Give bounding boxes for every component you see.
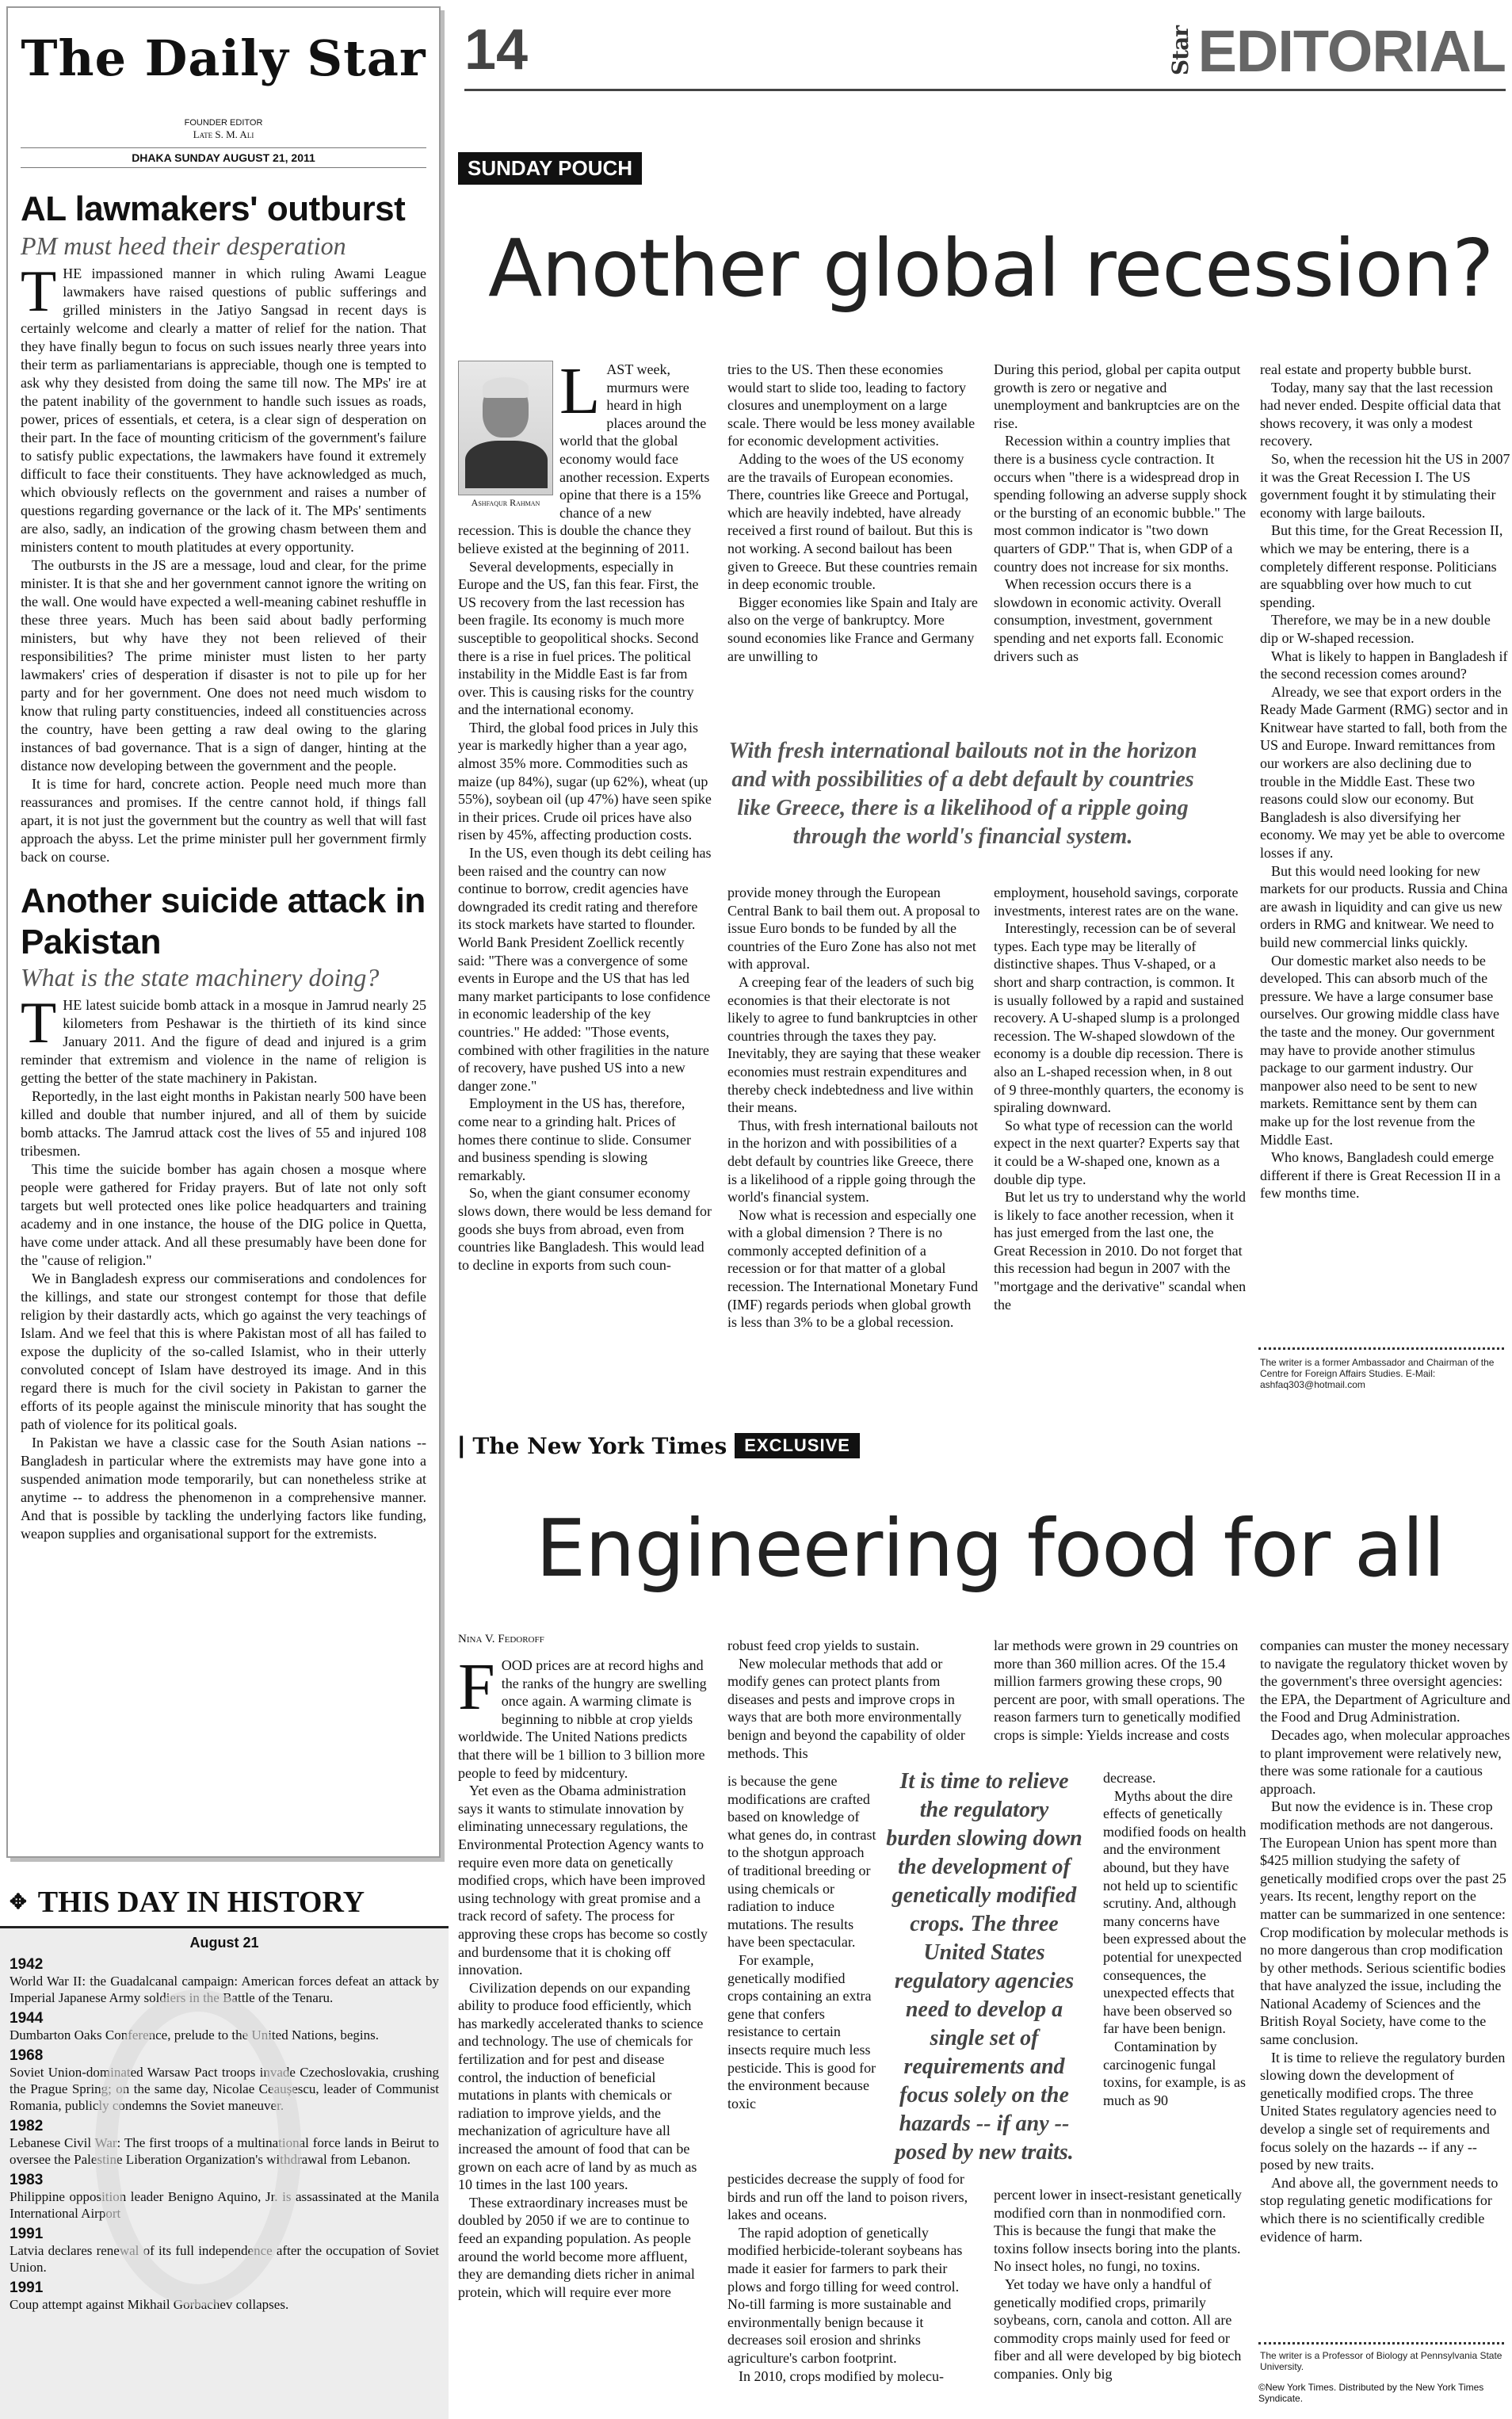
paragraph: HE latest suicide bomb attack in a mosque in Jamrud nearly 25 kilometers from Peshawar is the thirtieth of its kind since January 2011. And the figure of dead and injured is a grim reminder that extremism and violence in the name of religion is getting the better of the state machinery in Pakistan. bbox=[21, 997, 426, 1086]
paragraph: AST week, murmurs were heard in high places around the world that the global economy would face another recession. Experts opine that there is a 15% chance of a new recession. This is double the chance they believe existed at the beginning of 2011. bbox=[458, 361, 710, 556]
article2-headline: Engineering food for all bbox=[536, 1502, 1445, 1595]
article1-col1-top bbox=[458, 354, 712, 1273]
article1-col2-bottom bbox=[727, 884, 981, 1411]
article1-headline: Another global recession? bbox=[488, 222, 1494, 315]
history-date: August 21 bbox=[189, 1935, 259, 1951]
paragraph: Third, the global food prices in July this year is markedly higher than a year ago, almost 35% more. Commodities such as maize (up 84%), sugar (up 62%), wheat (up 55%), soybean oil (up 47%) have seen spike in their prices. Crude oil prices have also risen by 45%, affecting production costs. bbox=[458, 719, 712, 843]
paragraph: Recession within a country implies that there is a business cycle contraction. It occurs when "there is a widespread drop in spending following an adverse supply shock or the bursting of an economic bubble." The most common indicator is "two down quarters of GDP." That is, when GDP of a country does not increase for six months. bbox=[994, 433, 1247, 575]
paragraph: Contamination by carcinogenic fungal toxins, for example, is as much as 90 bbox=[1103, 2038, 1246, 2108]
section-title: EDITORIAL bbox=[1197, 18, 1506, 84]
article1-col4 bbox=[1260, 361, 1510, 1339]
paragraph: tries to the US. Then these economies would start to slide too, leading to factory closures and unemployment on a large scale. There would be less money available for economic development activities. bbox=[727, 361, 976, 449]
paragraph: robust feed crop yields to sustain. bbox=[727, 1638, 919, 1653]
divider bbox=[1258, 1347, 1504, 1350]
paragraph: Civilization depends on our expanding ability to produce food efficiently, which has markedly accelerated thanks to science and technology. The use of chemicals for fertilization and for pest and disease control, the induction of beneficial mutations in plants with chemicals or radiation to improve yields, and the mechanization of agriculture have all increased the amount of food that can be grown on each acre of land by as much as 10 times in the last 100 years. bbox=[458, 1979, 704, 2193]
history-text: Dumbarton Oaks Conference, prelude to the United Nations, begins. bbox=[10, 2027, 379, 2043]
masthead-logo: The Daily Star bbox=[21, 29, 426, 87]
editorial2-headline: Another suicide attack in Pakistan bbox=[21, 881, 426, 961]
article1-writer-note: The writer is a former Ambassador and Chairman of the Centre for Foreign Affairs Studies. E-Mail: ashfaq303@hotmail.com bbox=[1260, 1357, 1495, 1390]
founder-name: Late S. M. Ali bbox=[193, 128, 254, 140]
paragraph: This time the suicide bomber has again chosen a mosque where people were gathered for Friday prayers. But of late not only soft targets but well protected ones like police headquarters and training academy and in one instance, the house of the DIG police in Quetta, have come under attack. And all these presumably have been done for the "cause of religion." bbox=[21, 1161, 426, 1268]
paragraph: But let us try to understand why the world is likely to face another recession, when it has just emerged from the last one, the Great Recession in 2010. Do not forget that this recession had begun in 2007 with the "mortgage and the derivative" scandal when the bbox=[994, 1189, 1247, 1313]
exclusive-badge: EXCLUSIVE bbox=[735, 1433, 860, 1458]
history-year: 1944 bbox=[10, 2010, 44, 2027]
article2-col1 bbox=[458, 1650, 712, 2413]
paragraph: For example, genetically modified crops containing an extra gene that confers resistance to certain insects require much less pesticide. This is good for the environment because toxic bbox=[727, 1951, 876, 2111]
history-year: 1942 bbox=[10, 1956, 44, 1973]
paragraph: OOD prices are at record highs and the ranks of the hungry are swelling once again. A warming climate is beginning to nibble at crop yields worldwide. The United Nations predicts that there will be 1 billion to 3 billion more people to feed by midcentury. bbox=[458, 1657, 707, 1781]
paragraph: In the US, even though its debt ceiling has been raised and the country can now continue to borrow, credit agencies have downgraded its credit rating and therefore its stock markets have started to flounder. World Bank President Zoellick recently said: "There was a convergence of some events in Europe and the US that has led many market participants to lose confidence in economic leadership of the key countries." He added: "Those events, combined with other fragilities in the nature of recovery, have pushed US into a new danger zone." bbox=[458, 845, 712, 1094]
paragraph: So what type of recession can the world expect in the next quarter? Experts say that it could be a W-shaped one, known as a double dip type. bbox=[994, 1117, 1240, 1187]
paragraph: Who knows, Bangladesh could emerge different if there is Great Recession II in a few months time. bbox=[1260, 1149, 1501, 1202]
paragraph: It is time for hard, concrete action. People need much more than reassurances and promises. If the centre cannot hold, if things fall apart, it is not just the government but the country as well that will fast approach the abyss. Let the prime minister pull her government firmly back on course. bbox=[21, 776, 426, 865]
paragraph: companies can muster the money necessary to navigate the regulatory thicket woven by the government's three oversight agencies: the EPA, the Department of Agriculture and the Food and Drug Administration. bbox=[1260, 1638, 1510, 1725]
article2-col2-top bbox=[727, 1637, 981, 1771]
history-year: 1991 bbox=[10, 2226, 44, 2242]
article2-col3-bottom bbox=[994, 2186, 1247, 2416]
editorial1-dropcap: T bbox=[21, 259, 57, 324]
paragraph: Employment in the US has, therefore, come near to a grinding halt. Prices of homes there continue to slide. Consumer and business spending is slowing remarkably. bbox=[458, 1095, 691, 1183]
paragraph: But this time, for the Great Recession II, which we may be entering, there is a completely different response. Politicians are squabbling over how much to cut spending. bbox=[1260, 522, 1503, 610]
paragraph: lar methods were grown in 29 countries on more than 360 million acres. Of the 15.4 million farmers growing these crops, 90 percent are poor, with small operations. The reason farmers turn to genetically modified crops is simple: Yields increase and costs bbox=[994, 1638, 1245, 1743]
paragraph: Today, many say that the last recession had never ended. Despite official data that shows recovery, it was only a modest recovery. bbox=[1260, 379, 1502, 449]
article2-col4 bbox=[1260, 1637, 1510, 2318]
article2-col2-bottom bbox=[727, 2170, 981, 2416]
paragraph: During this period, global per capita output growth is zero or negative and unemployment and bankruptcies are on the rise. bbox=[994, 361, 1241, 431]
paragraph: In Pakistan we have a classic case for the South Asian nations -- Bangladesh in particular where the extremists may have gone into a suspended animation mode temporarily, but can nonetheless strike at anytime -- to address the phenomenon in a comprehensive manner. And that is possible by tackling the underlying factors like funding, weapon supplies and organisational support for the extremists. bbox=[21, 1435, 426, 1542]
article1-col1-bottom bbox=[458, 876, 712, 1403]
header-rule bbox=[464, 89, 1506, 91]
article2-dropcap: F bbox=[458, 1650, 495, 1724]
history-text: Philippine opposition leader Benigno Aquino, Jr. is assassinated at the Manila International Airport bbox=[10, 2189, 439, 2221]
paragraph: Decades ago, when molecular approaches to plant improvement were relatively new, there was some rationale for a cautious approach. bbox=[1260, 1726, 1510, 1797]
history-text: Soviet Union-dominated Warsaw Pact troops invade Czechoslovakia, crushing the Prague Spring; on the same day, Nicolae Ceaușescu, leader of Communist Romania, publicly condemns the Soviet maneuver. bbox=[10, 2065, 439, 2113]
paragraph: percent lower in insect-resistant genetically modified corn than in nonmodified corn. This is because the fungi that make the toxins follow insects boring into the plants. No insect holes, no fungi, no toxins. bbox=[994, 2187, 1242, 2275]
bar-icon: | bbox=[458, 1432, 465, 1458]
article2-pull-quote: It is time to relieve the regulatory burden slowing down the development of genetically modified crops. The three United States regulatory agencies need to develop a single set of requirements and focus solely on the hazards -- if any -- posed by new traits. bbox=[886, 1769, 1082, 2165]
article2-col2-mid bbox=[727, 1772, 878, 2169]
article2-byline: Nina V. Fedoroff bbox=[458, 1633, 544, 1645]
editorial1-body bbox=[21, 259, 426, 866]
paragraph: Interestingly, recession can be of several types. Each type may be literally of distinctive shapes. Thus V-shaped, or a short and sharp contraction, is common. It is usually followed by a rapid and sustained recovery. A U-shaped slump is a prolonged recession. The W-shaped slowdown of the economy is a double dip recession. There is also an L-shaped recession when, in 8 out of 9 three-monthly quarters, the economy is spiraling downward. bbox=[994, 920, 1244, 1116]
paragraph: The outbursts in the JS are a message, loud and clear, for the prime minister. It is that she and her government cannot ignore the writing on the wall. One would have expected a well-meaning cabinet reshuffle in these three years. Much has been said about badly performing ministers, but why have they not been relieved of their responsibilities? The prime minister must listen to her party lawmakers' cries of desperation if disaster is not to pile up for her party and for her government. One does not need much wisdom to know that ruling party constituencies, indeed all constituencies across the country, have been getting a raw deal owing to the glaring instances of bad governance. That is a sign of danger, hinting at the distance now developing between the government and the people. bbox=[21, 557, 426, 774]
article1-col3-top bbox=[994, 361, 1247, 713]
article1-dropcap: L bbox=[559, 354, 601, 428]
paragraph: It is time to relieve the regulatory burden slowing down the development of genetically modified crops. The three United States regulatory agencies need to develop a single set of requirements and focus solely on the hazards -- if any -- posed by new traits. bbox=[1260, 2049, 1506, 2173]
nyt-exclusive-bar bbox=[458, 1432, 860, 1459]
paragraph: employment, household savings, corporate investments, interest rates are on the wane. bbox=[994, 885, 1239, 919]
article1-col2-top bbox=[727, 361, 981, 713]
paragraph: These extraordinary increases must be doubled by 2050 if we are to continue to feed an expanding population. As people around the world become more affluent, they are demanding diets richer in animal protein, which will require ever more bbox=[458, 2194, 695, 2300]
paragraph: Thus, with fresh international bailouts not in the horizon and with possibilities of a debt default by countries like Greece, there is a likelihood of a ripple going through the world's financial system. bbox=[727, 1117, 978, 1206]
paragraph: is because the gene modifications are crafted based on knowledge of what genes do, in contrast to the shotgun approach of traditional breeding or using chemicals or radiation to induce mutations. The results have been spectacular. bbox=[727, 1773, 876, 1951]
sunday-pouch-kicker: SUNDAY POUCH bbox=[458, 152, 642, 185]
article2-col3-mid bbox=[1103, 1769, 1247, 2185]
page-number: 14 bbox=[464, 18, 529, 82]
history-year: 1968 bbox=[10, 2047, 44, 2064]
paragraph: In 2010, crops modified by molecu- bbox=[739, 2367, 944, 2384]
history-list bbox=[0, 1956, 449, 2313]
paragraph: Now what is recession and especially one with a global dimension ? There is no commonly accepted definition of a recession or for that matter of a global recession. The International Monetary Fund (IMF) regards periods when global growth is less than 3% to be a global recession. bbox=[727, 1206, 979, 1331]
star-logo-icon: Star bbox=[1166, 26, 1193, 76]
history-year: 1982 bbox=[10, 2118, 44, 2134]
nyt-logo: The New York Times bbox=[472, 1432, 727, 1459]
paragraph: real estate and property bubble burst. bbox=[1260, 361, 1472, 377]
author-caption: Ashfaqur Rahman bbox=[471, 497, 540, 508]
history-year: 1991 bbox=[10, 2280, 44, 2296]
paragraph: Myths about the dire effects of genetically modified foods on health and the environment abound, but they have not held up to scientific scrutiny. And, although many concerns have been expressed about the potential for unexpected consequences, the unexpected effects that have been observed so far have been benign. bbox=[1103, 1787, 1247, 2037]
history-year: 1983 bbox=[10, 2172, 44, 2188]
ornament-icon: ✥ bbox=[10, 1890, 27, 1913]
editorial1-subhead: PM must heed their desperation bbox=[21, 231, 346, 260]
paragraph: A creeping fear of the leaders of such big economies is that their electorate is not likely to agree to fund bankruptcies in other countries through the taxes they pay. Inevitably, they are saying that these weaker economies must restrain expenditures and thereby check indebtedness and live within their means. bbox=[727, 973, 981, 1116]
paragraph: Adding to the woes of the US economy are the travails of European economies. There, countries like Greece and Portugal, which are heavily indebted, have already received a first round of bailout. But this is not working. A second bailout has been given to Greece. But these countries remain in deep economic trouble. bbox=[727, 450, 978, 593]
this-day-in-history bbox=[0, 1878, 449, 2419]
history-title: THIS DAY IN HISTORY bbox=[37, 1886, 365, 1919]
paragraph: So, when the recession hit the US in 2007 it was the Great Recession I. The US government fought it by stimulating their economy with large bailouts. bbox=[1260, 450, 1510, 521]
paragraph: But now the evidence is in. These crop modification methods are not dangerous. The European Union has spent more than $425 million studying the safety of genetically modified crops over the past 25 years. Its recent, lengthy report on the matter can be summarized in one sentence: Crop modification by molecular methods is no more dangerous than crop modification by other methods. Serious scientific bodies that have analyzed the issue, including the National Academy of Sciences and the British Royal Society, have come to the same conclusion. bbox=[1260, 1798, 1509, 2048]
paragraph: Yet today we have only a handful of genetically modified crops, primarily soybeans, corn, canola and cotton. All are commodity crops mainly used for feed or fiber and all were developed by big biotech companies. Only big bbox=[994, 2276, 1242, 2382]
article2-writer-note: The writer is a Professor of Biology at Pennsylvania State University. bbox=[1260, 2350, 1502, 2372]
paragraph: Bigger economies like Spain and Italy are also on the verge of bankruptcy. More sound economies like France and Germany are unwilling to bbox=[727, 594, 978, 664]
paragraph: provide money through the European Central Bank to bail them out. A proposal to issue Euro bonds to be funded by all the countries of the Euro Zone has also not met with approval. bbox=[727, 885, 980, 973]
paragraph: What is likely to happen in Bangladesh if the second recession comes around? bbox=[1260, 648, 1508, 682]
article1-pull-quote: With fresh international bailouts not in the horizon and with possibilities of a debt default by countries like Greece, there is a likelihood of a ripple going through the world's financial system. bbox=[728, 739, 1197, 849]
editorial2-body bbox=[21, 991, 426, 1543]
paragraph: New molecular methods that add or modify genes can protect plants from diseases and pests and improve crops in ways that are both more environmentally benign and beyond the capability of older methods. This bbox=[727, 1655, 965, 1761]
history-text: World War II: the Guadalcanal campaign: American forces defeat an attack by Imperial Japanese Army soldiers in the Battle of the Tenaru. bbox=[10, 1974, 439, 2005]
article2-col3-top bbox=[994, 1637, 1247, 1767]
paragraph: But this would need looking for new markets for our products. Russia and China are awash in liquidity and can give us new orders in RMG and knitwear. We need to build new commercial links quickly. bbox=[1260, 862, 1508, 950]
paragraph: So, when the giant consumer economy slows down, there would be less demand for goods she buys from abroad, even from countries like Bangladesh. This would lead to decline in exports from such coun- bbox=[458, 1185, 712, 1273]
paragraph: Reportedly, in the last eight months in Pakistan nearly 500 have been killed and double that number injured, and all of them by suicide bomb attacks. The Jamrud attack cost the lives of 55 and injured 108 tribesmen. bbox=[21, 1088, 426, 1159]
paragraph: pesticides decrease the supply of food for birds and run off the land to poison rivers, lakes and oceans. bbox=[727, 2171, 968, 2223]
divider bbox=[1258, 2342, 1504, 2344]
paragraph: Therefore, we may be in a new double dip or W-shaped recession. bbox=[1260, 612, 1491, 646]
section-header bbox=[1167, 17, 1506, 85]
history-text: Lebanese Civil War: The first troops of a multinational force lands in Beirut to oversee the Palestine Liberation Organization's withdrawal from Lebanon. bbox=[10, 2135, 439, 2167]
editorial1-headline: AL lawmakers' outburst bbox=[21, 189, 406, 228]
article2-credit: ©New York Times. Distributed by the New York Times Syndicate. bbox=[1258, 2382, 1484, 2404]
editorial2-dropcap: T bbox=[21, 991, 57, 1056]
paragraph: decrease. bbox=[1103, 1770, 1156, 1786]
paragraph: The rapid adoption of genetically modified herbicide-tolerant soybeans has made it easier for farmers to park their plows and forgo tilling for weed control. No-till farming is more sustainable and environmentally benign because it decreases soil erosion and shrinks agriculture's carbon footprint. bbox=[727, 2224, 963, 2366]
history-text: Latvia declares renewal of its full independence after the occupation of Soviet Union. bbox=[10, 2243, 439, 2275]
paragraph: When recession occurs there is a slowdown in economic activity. Overall consumption, investment, government spending and net exports fall. Economic drivers such as bbox=[994, 576, 1224, 664]
founder-label: FOUNDER EDITOR bbox=[184, 118, 263, 128]
editorial-column bbox=[6, 6, 441, 1858]
paragraph: We in Bangladesh express our commiserations and condolences for the killings, and state our strongest contempt for those that defile religion by their dastardly acts, which go against the very teachings of Islam. And we feel that this is where Pakistan most of all has failed to expose the duplicity of the so-called Islamist, who in their utterly convoluted concept of Islam have destroyed its image. And in this regard there is much for the civil society in Pakistan to garner the efforts of its people against the miniscule minority that has sought the path of violence for its political goals. bbox=[21, 1271, 426, 1432]
article1-col3-bottom bbox=[994, 884, 1247, 1411]
paragraph: Already, we see that export orders in the Ready Made Garment (RMG) sector and in Knitwear have started to fall, both from the US and Europe. Inward remittances from our workers are also declining due to trouble in the Middle East. These two reasons could slow our economy. But Bangladesh is also diversifying her economy. We may yet be able to overcome losses if any. bbox=[1260, 683, 1508, 862]
paragraph: Yet even as the Obama administration says it wants to stimulate innovation by eliminating unnecessary regulations, the Environmental Protection Agency wants to require even more data on genetically modified crops, which have been improved using technology with great promise and a track record of safety. The process for approving these crops has become so costly and burdensome that it is choking off innovation. bbox=[458, 1783, 708, 1978]
paragraph: HE impassioned manner in which ruling Awami League lawmakers have raised questions of public sufferings and grilled ministers in the Jatiyo Sangsad in recent days is certainly welcome and clearly a matter of relief for the nation. That they have finally begun to focus on such issues nearly three years into their term as parliamentarians is appreciable, though one is tempted to ask why they desisted from doing the same till now. The MPs' ire at the patent inability of the government to handle such issues as roads, power, prices of essentials, et cetera, is a clear sign of desperation on their part. In the face of mounting criticism of the government's failure to satisfy public expectations, the lawmakers have found it extremely difficult to face their constituents. They have acknowledged as much, which obviously reflects on the government and raises a number of questions regarding governance or the lack of it. The MPs' sentiments are also, sadly, an indication of the growing chasm between them and ministers content to mouth platitudes at every opportunity. bbox=[21, 266, 426, 555]
editorial2-subhead: What is the state machinery doing? bbox=[21, 963, 380, 992]
dateline: DHAKA SUNDAY AUGUST 21, 2011 bbox=[21, 147, 426, 168]
history-header bbox=[0, 1878, 449, 1928]
paragraph: And above all, the government needs to stop regulating genetic modifications for which there is no scientifically credible evidence of harm. bbox=[1260, 2174, 1499, 2245]
history-text: Coup attempt against Mikhail Gorbachev collapses. bbox=[10, 2297, 289, 2312]
paragraph: Several developments, especially in Europe and the US, fan this fear. First, the US recovery from the last recession has been fragile. Its economy is much more susceptible to geopolitical shocks. Second there is a rise in fuel prices. The political instability in the Middle East is far from over. This is causing risks for the country and the international economy. bbox=[458, 558, 699, 718]
paragraph: Our domestic market also needs to be developed. This can absorb much of the pressure. We have a large consumer base ourselves. Our growing middle class have the taste and the money. Our government may have to provide another stimulus package to our garment industry. Our manpower also need to be sent to new markets. Remittance sent by them can make up for the lost revenue from the Middle East. bbox=[1260, 952, 1499, 1148]
